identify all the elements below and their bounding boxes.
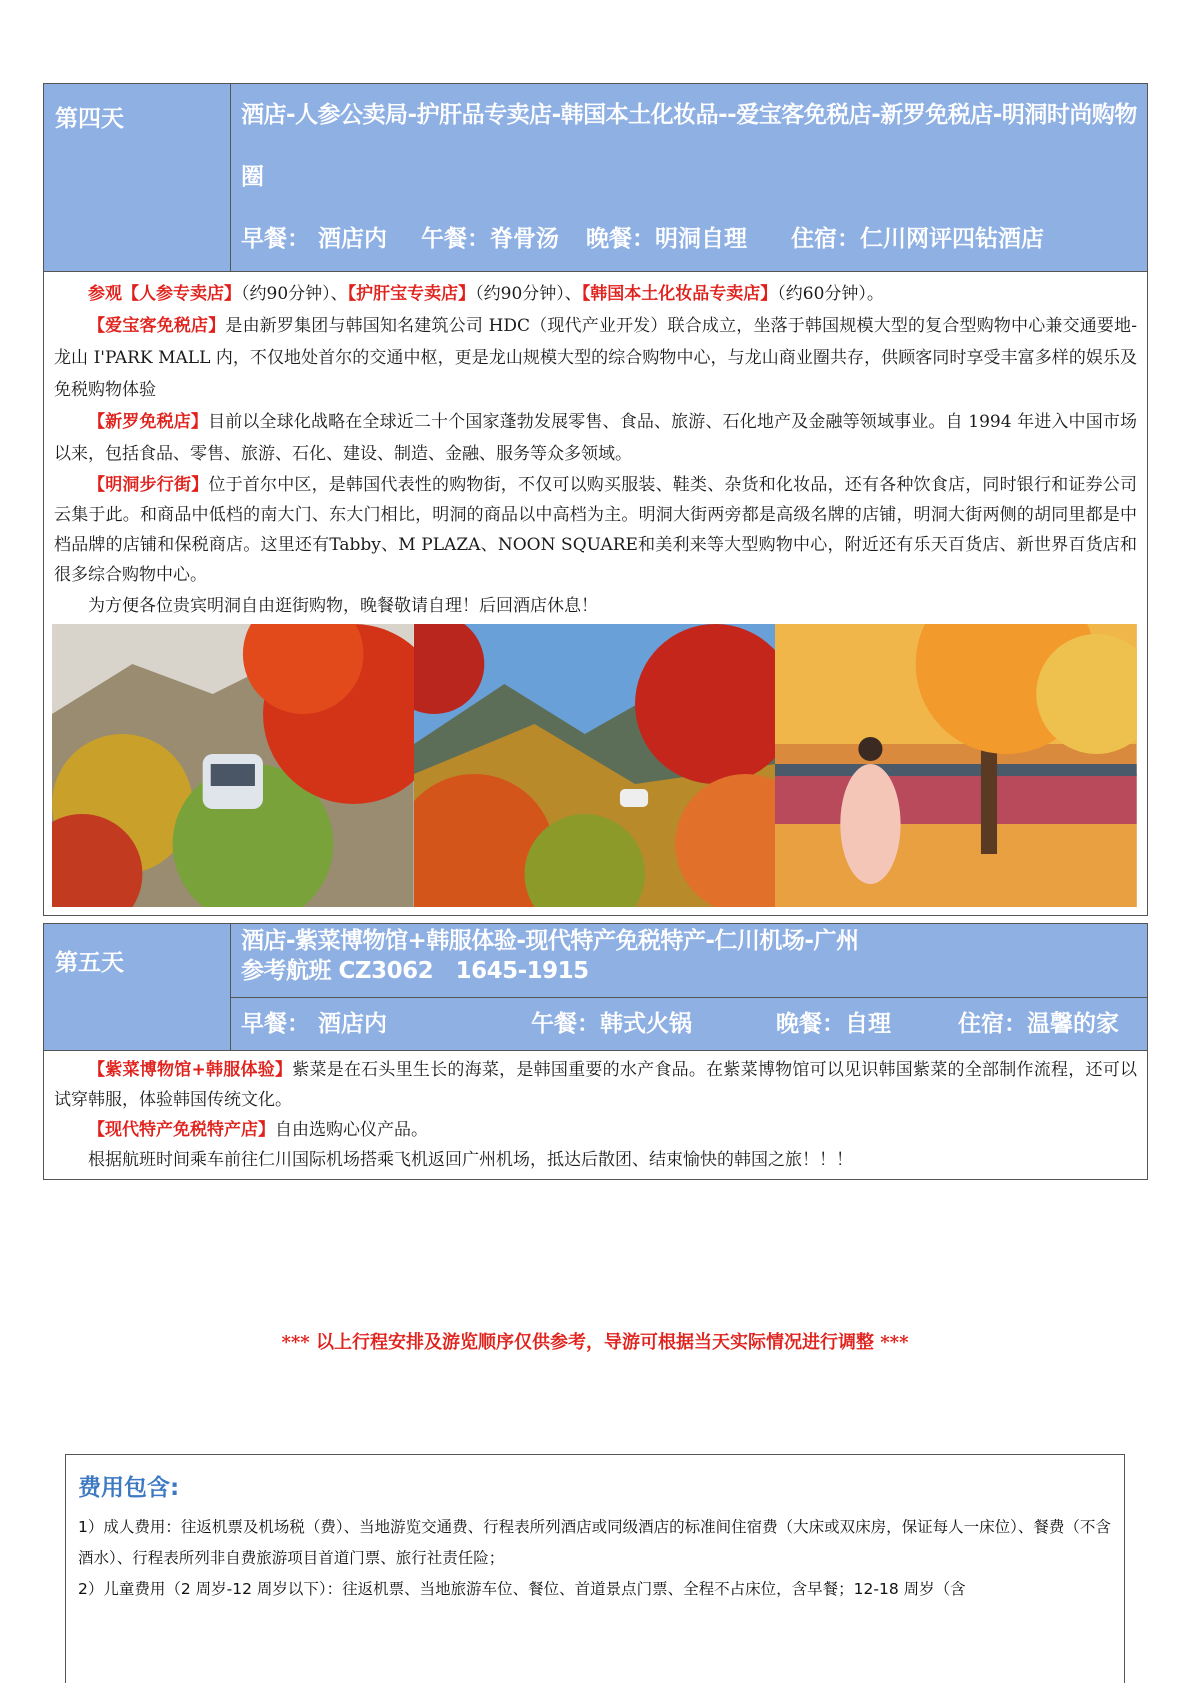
autumn-valley-photo xyxy=(414,624,776,907)
day5-paragraph-2: 【现代特产免税特产店】自由选购心仪产品。 xyxy=(88,1120,428,1140)
day5-flight: 参考航班 CZ3062 1645-1915 xyxy=(241,958,589,984)
day4-paragraph-2: 【爱宝客免税店】是由新罗集团与韩国知名建筑公司 HDC（现代产业开发）联合成立，坐落于韩国规模大型的复合型购物中心兼交通要地-龙山 I'PARK MALL 内，不仅地处首尔的交通中枢，更是龙山规模大型的综合购物中心，与龙山商业圈共存，供顾客同时享受丰富多样的娱乐及免税购物体验 xyxy=(54,316,1138,400)
day5-paragraph-1: 【紫菜博物馆+韩服体验】紫菜是在石头里生长的海菜，是韩国重要的水产食品。在紫菜博物馆可以见识韩国紫菜的全部制作流程，还可以试穿韩服，体验韩国传统文化。 xyxy=(54,1060,1138,1110)
day5-header xyxy=(231,924,1148,1051)
day4-label: 第四天 xyxy=(44,84,231,272)
fees-line-1: 1）成人费用：往返机票及机场税（费）、当地游览交通费、行程表所列酒店或同级酒店的标准间住宿费（大床或双床房，保证每人一床位）、餐费（不含酒水）、行程表所列非自费旅游项目首道门票、旅行社责任险； xyxy=(78,1518,1111,1567)
day4-table xyxy=(43,83,1148,916)
day4-lunch: 午餐：脊骨汤 xyxy=(421,226,559,252)
day5-paragraph-3: 根据航班时间乘车前往仁川国际机场搭乘飞机返回广州机场，抵达后散团、结束愉快的韩国之旅！！！ xyxy=(88,1150,853,1170)
day5-body xyxy=(44,1051,1148,1180)
day4-title: 酒店-人参公卖局-护肝品专卖店-韩国本土化妆品--爱宝客免税店-新罗免税店-明洞时尚购物圈 xyxy=(241,102,1137,190)
day4-breakfast: 早餐： 酒店内 xyxy=(241,226,388,252)
day4-paragraph-5: 为方便各位贵宾明洞自由逛街购物，晚餐敬请自理！后回酒店休息！ xyxy=(88,596,598,616)
day5-breakfast: 早餐： 酒店内 xyxy=(241,1011,388,1037)
itinerary-note: *** 以上行程安排及游览顺序仅供参考，导游可根据当天实际情况进行调整 *** xyxy=(281,1332,909,1353)
day4-meals xyxy=(241,208,1147,270)
autumn-cable-car-photo xyxy=(52,624,414,907)
day5-lunch: 午餐：韩式火锅 xyxy=(531,1011,692,1037)
fees-box xyxy=(65,1454,1125,1683)
day5-section xyxy=(43,923,1148,1180)
day4-header xyxy=(231,84,1148,272)
day5-table xyxy=(43,923,1148,1180)
day5-lodging: 住宿：温馨的家 xyxy=(958,1011,1119,1037)
day5-title: 酒店-紫菜博物馆+韩服体验-现代特产免税特产-仁川机场-广州 xyxy=(241,928,859,954)
fees-text xyxy=(78,1512,1112,1605)
day5-dinner: 晚餐：自理 xyxy=(776,1011,891,1037)
day4-photo-strip xyxy=(52,624,1137,907)
hanbok-maple-photo xyxy=(775,624,1137,907)
day4-paragraph-1: 参观【人参专卖店】（约90分钟）、【护肝宝专卖店】（约90分钟）、【韩国本土化妆品专卖店】（约60分钟）。 xyxy=(88,284,884,304)
day4-section xyxy=(43,83,1148,916)
day4-body xyxy=(44,272,1148,916)
day5-meals xyxy=(241,998,1147,1050)
fees-title: 费用包含: xyxy=(78,1475,180,1501)
day4-dinner: 晚餐：明洞自理 xyxy=(586,226,747,252)
day4-paragraph-4: 【明洞步行街】位于首尔中区，是韩国代表性的购物街，不仅可以购买服装、鞋类、杂货和化妆品，还有各种饮食店，同时银行和证券公司云集于此。和商品中低档的南大门、东大门相比，明洞的商品以中高档为主。明洞大街两旁都是高级名牌的店铺，明洞大街两侧的胡同里都是中档品牌的店铺和保税商店。这里还有Tabby、M PLAZA、NOON SQUARE和美利来等大型购物中心，附近还有乐天百货店、新世界百货店和很多综合购物中心。 xyxy=(54,475,1138,585)
day4-paragraph-3: 【新罗免税店】目前以全球化战略在全球近二十个国家蓬勃发展零售、食品、旅游、石化地产及金融等领域事业。自 1994 年进入中国市场以来，包括食品、零售、旅游、石化、建设、制造、金融、服务等众多领域。 xyxy=(54,412,1137,464)
day4-lodging: 住宿：仁川网评四钻酒店 xyxy=(791,226,1044,252)
day5-label: 第五天 xyxy=(44,924,231,1051)
fees-line-2: 2）儿童费用（2 周岁-12 周岁以下）：往返机票、当地旅游车位、餐位、首道景点门票、全程不占床位，含早餐；12-18 周岁（含 xyxy=(78,1580,966,1598)
